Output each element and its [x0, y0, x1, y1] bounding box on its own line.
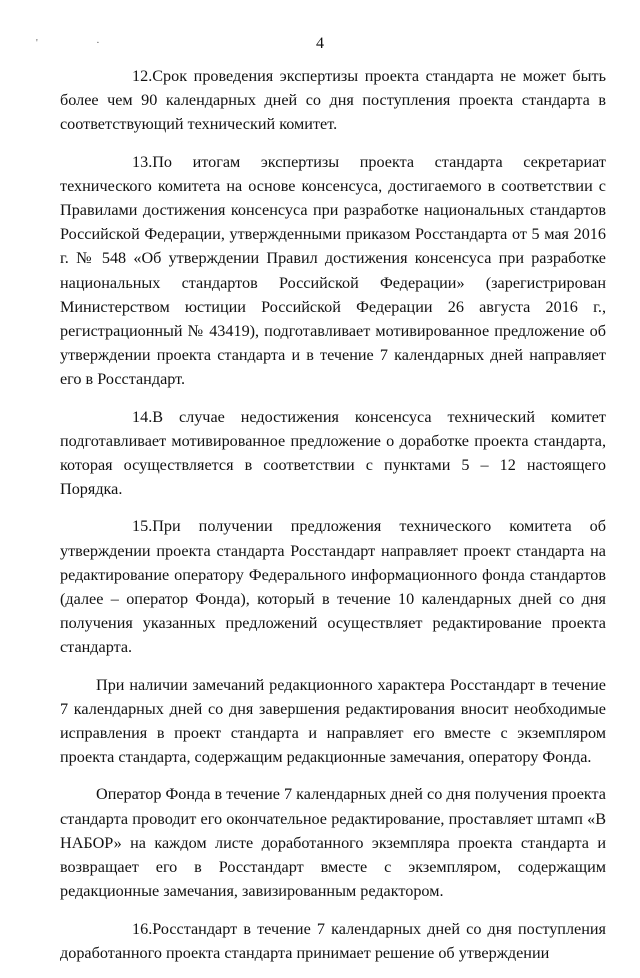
paragraph-14 [60, 405, 606, 502]
paragraph-15 [60, 514, 606, 659]
paragraph-text: Росстандарт в течение 7 календарных дней со дня поступления доработанного проекта стандарта принимает решение об утверждении [60, 919, 606, 962]
paragraph-13 [60, 150, 606, 392]
paragraph-text: Срок проведения экспертизы проекта стандарта не может быть более чем 90 календарных дней со дня поступления проекта стандарта в соответствующий технический комитет. [60, 67, 606, 134]
paragraph-15-remarks [60, 673, 606, 770]
paragraph-number: 12. [132, 67, 153, 85]
paragraph-12 [60, 64, 606, 137]
scan-marks: ' · [36, 38, 128, 49]
paragraph-text: По итогам экспертизы проекта стандарта секретариат технического комитета на основе консенсуса, достигаемого в соответствии с Правилами достижения консенсуса при разработке национальных стандартов Российской Федерации, утвержденными приказом Росстандарта от 5 мая 2016 г. № 548 «Об утверждении Правил достижения консенсуса при разработке национальных стандартов Российской Федерации» (зарегистрирован Министерством юстиции Российской Федерации 26 августа 2016 г., регистрационный № 43419), подготавливает мотивированное предложение об утверждении проекта стандарта и в течение 7 календарных дней направляет его в Росстандарт. [60, 152, 606, 389]
paragraph-number: 14. [132, 407, 153, 426]
paragraph-text: В случае недостижения консенсуса технический комитет подготавливает мотивированное предложение о доработке проекта стандарта, которая осуществляется в соответствии с пунктами 5 – 12 настоящего Порядка. [60, 407, 606, 499]
document-body [60, 64, 606, 978]
page-number: 4 [316, 35, 324, 52]
paragraph-15-final-edit [60, 782, 606, 903]
paragraph-text: При получении предложения технического комитета об утверждении проекта стандарта Росстандарт направляет проект стандарта на редактирование оператору Федерального информационного фонда стандартов (далее – оператор Фонда), который в течение 10 календарных дней со дня получения указанных предложений осуществляет редактирование проекта стандарта. [60, 517, 606, 657]
paragraph-text: Оператор Фонда в течение 7 календарных дней со дня получения проекта стандарта проводит его окончательное редактирование, проставляет штамп «В НАБОР» на каждом листе доработанного экземпляра проекта стандарта и возвращает его в Росстандарт вместе с экземпляром, содержащим редакционные замечания, завизированным редактором. [60, 785, 606, 901]
paragraph-number: 16. [132, 919, 153, 938]
paragraph-number: 13. [132, 152, 153, 171]
paragraph-number: 15. [132, 517, 153, 536]
paragraph-text: При наличии замечаний редакционного характера Росстандарт в течение 7 календарных дней со дня завершения редактирования вносит необходимые исправления в проект стандарта и направляет его вместе с экземпляром проекта стандарта, содержащим редакционные замечания, оператору Фонда. [60, 675, 606, 767]
paragraph-16 [60, 917, 606, 965]
